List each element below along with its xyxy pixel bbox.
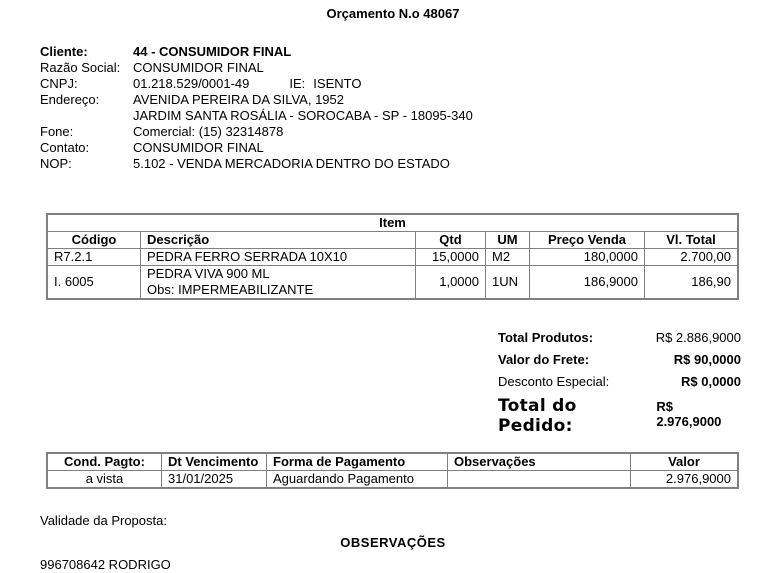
endereco-value-2: JARDIM SANTA ROSÁLIA - SOROCABA - SP - 18095-340 — [133, 108, 473, 123]
fone-value: Comercial: (15) 32314878 — [133, 124, 284, 139]
header-cond-pagto: Cond. Pagto: — [47, 453, 162, 471]
payment-vencimento: 31/01/2025 — [162, 471, 267, 489]
item-total: 2.700,00 — [645, 249, 739, 266]
total-produtos-label: Total Produtos: — [498, 330, 594, 345]
endereco-row — [40, 92, 473, 108]
item-um: 1UN — [486, 266, 530, 300]
payment-forma: Aguardando Pagamento — [267, 471, 448, 489]
item-descricao-cell — [141, 266, 416, 300]
nop-label: NOP: — [40, 156, 72, 171]
header-vl-total: Vl. Total — [645, 232, 739, 249]
endereco-label: Endereço: — [40, 92, 100, 107]
header-observacoes: Observações — [448, 453, 631, 471]
total-pedido-value: R$ 2.976,9000 — [656, 399, 722, 429]
payment-valor: 2.976,9000 — [631, 471, 739, 489]
valor-frete-row — [498, 352, 741, 374]
item-codigo: R7.2.1 — [47, 249, 141, 266]
endereco-row-2 — [40, 108, 473, 124]
valor-frete-value: R$ 90,0000 — [673, 352, 741, 367]
desconto-label: Desconto Especial: — [498, 374, 610, 389]
client-info — [40, 44, 473, 172]
client-value: 44 - CONSUMIDOR FINAL — [133, 44, 292, 59]
header-preco-venda: Preço Venda — [530, 232, 645, 249]
ie-field — [289, 76, 361, 92]
item-preco: 186,9000 — [530, 266, 645, 300]
endereco-label-2 — [40, 108, 133, 124]
client-label: Cliente: — [40, 44, 88, 59]
items-section-title: Item — [47, 214, 738, 232]
cnpj-row — [40, 76, 473, 92]
nop-row — [40, 156, 473, 172]
item-total: 186,90 — [645, 266, 739, 300]
item-descricao: PEDRA VIVA 900 ML — [147, 266, 270, 281]
header-descricao: Descrição — [141, 232, 416, 249]
items-header-row — [47, 232, 738, 249]
fone-row — [40, 124, 473, 140]
ie-label: IE: — [289, 76, 306, 91]
total-pedido-row — [498, 396, 741, 436]
cnpj-label: CNPJ: — [40, 76, 78, 91]
client-row — [40, 44, 473, 60]
razao-social-value: CONSUMIDOR FINAL — [133, 60, 264, 75]
header-codigo: Código — [47, 232, 141, 249]
valor-frete-label: Valor do Frete: — [498, 352, 590, 367]
observacoes-text: 996708642 RODRIGO — [40, 557, 171, 572]
item-um: M2 — [486, 249, 530, 266]
header-valor: Valor — [631, 453, 739, 471]
document-title: Orçamento N.o 48067 — [326, 6, 460, 21]
item-qtd: 1,0000 — [416, 266, 486, 300]
total-pedido-label: Total do Pedido: — [498, 396, 577, 436]
total-produtos-row — [498, 330, 741, 352]
desconto-value: R$ 0,0000 — [681, 374, 741, 389]
items-table — [46, 213, 739, 300]
header-dt-vencimento: Dt Vencimento — [162, 453, 267, 471]
header-um: UM — [486, 232, 530, 249]
razao-social-label: Razão Social: — [40, 60, 121, 75]
item-codigo: I. 6005 — [47, 266, 141, 300]
contato-label: Contato: — [40, 140, 90, 155]
item-preco: 180,0000 — [530, 249, 645, 266]
fone-label: Fone: — [40, 124, 74, 139]
razao-social-row — [40, 60, 473, 76]
item-qtd: 15,0000 — [416, 249, 486, 266]
nop-value: 5.102 - VENDA MERCADORIA DENTRO DO ESTADO — [133, 156, 450, 171]
payment-table — [46, 452, 739, 489]
header-qtd: Qtd — [416, 232, 486, 249]
table-row — [47, 266, 738, 300]
table-row — [47, 249, 738, 266]
cnpj-value: 01.218.529/0001-49 — [133, 76, 250, 91]
payment-cond: a vista — [47, 471, 162, 489]
ie-value: ISENTO — [313, 76, 362, 91]
header-forma-pagamento: Forma de Pagamento — [267, 453, 448, 471]
desconto-row — [498, 374, 741, 396]
validade-proposta-label: Validade da Proposta: — [40, 513, 167, 528]
observacoes-title: OBSERVAÇÕES — [340, 535, 446, 550]
payment-header-row — [47, 453, 738, 471]
total-produtos-value: R$ 2.886,9000 — [655, 330, 741, 345]
payment-obs — [448, 471, 631, 489]
item-obs: Obs: IMPERMEABILIZANTE — [147, 282, 314, 297]
item-descricao: PEDRA FERRO SERRADA 10X10 — [141, 249, 416, 266]
contato-row — [40, 140, 473, 156]
totals-summary — [498, 330, 741, 436]
endereco-value: AVENIDA PEREIRA DA SILVA, 1952 — [133, 92, 344, 107]
contato-value: CONSUMIDOR FINAL — [133, 140, 264, 155]
table-row — [47, 471, 738, 489]
